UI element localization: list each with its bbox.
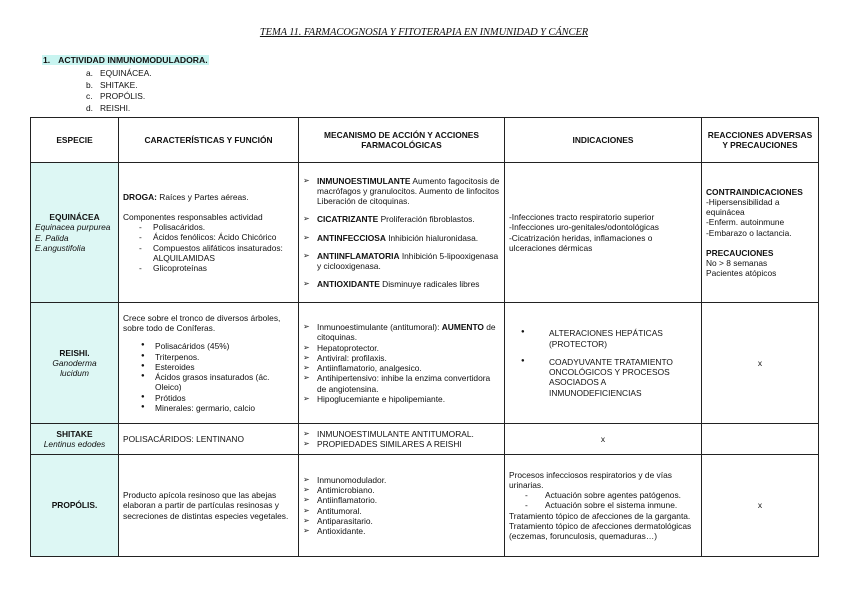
mechanism-cell: ➢ Inmunoestimulante (antitumoral): AUMENTO de citoquinas. ➢ Hepatoprotector. ➢ Antiviral: profilaxis. ➢ Antiinflamatorio, analgesico. ➢ Antihipertensivo: inhibe la enzima convertidora de angiotensina. ➢ Hipoglucemiante e hipolipemiante. <box>299 303 505 424</box>
species-list <box>86 68 152 114</box>
list-item: a. EQUINÁCEA. <box>86 68 152 78</box>
species-name: EQUINÁCEA <box>49 212 100 222</box>
indications-cell: ● ALTERACIONES HEPÁTICAS (PROTECTOR) ● COADYUVANTE TRATAMIENTO ONCOLÓGICOS Y PROCESOS ASOCIADOS A INMUNODEFICIENCIAS <box>505 303 702 424</box>
species-name: PROPÓLIS. <box>51 500 98 511</box>
list-item: d. REISHI. <box>86 102 131 113</box>
section-number: 1. <box>43 55 51 65</box>
header-indicaciones: INDICACIONES <box>505 118 702 163</box>
page-title: TEMA 11. FARMACOGNOSIA Y FITOTERAPIA EN INMUNIDAD Y CÁNCER <box>259 27 589 38</box>
species-cell: REISHI. Ganoderma lucidum <box>31 303 119 424</box>
table-header-row <box>31 118 819 163</box>
species-name: REISHI. <box>59 347 90 358</box>
reactions-cell: x <box>702 455 819 557</box>
characteristics-cell: DROGA: Raíces y Partes aéreas. Componentes responsables actividad - Polisacáridos. - Ácidos fenólicos: Ácido Chicórico - Compuestos alifáticos insaturados: ALQUILAMIDAS - Glicoproteínas <box>119 163 299 303</box>
species-cell: SHITAKE Lentinus edodes <box>31 424 119 455</box>
list-item: b. SHITAKE. <box>86 79 138 90</box>
header-reacciones: REACCIONES ADVERSAS Y PRECAUCIONES <box>702 118 819 163</box>
header-especie: ESPECIE <box>31 118 119 163</box>
section-label: ACTIVIDAD INMUNOMODULADORA. <box>58 55 208 65</box>
indications-cell: x <box>505 424 702 455</box>
characteristics-cell: Crece sobre el tronco de diversos árboles, sobre todo de Coníferas. ● Polisacáridos (45%) ● Triterpenos. ● Esteroides ● Ácidos grasos insaturados (ác. Oleico) ● Prótidos ● Minerales: germario, calcio <box>119 303 299 424</box>
species-name: SHITAKE <box>56 428 93 439</box>
indications-cell: Procesos infecciosos respiratorios y de vías urinarias. - Actuación sobre agentes patógenos. - Actuación sobre el sistema inmune. Tratamiento tópico de afecciones de la garganta. Tratamiento tópico de afecciones dermatológicas (eczemas, forunculosis, quemaduras…) <box>505 455 702 557</box>
indications-cell: -Infecciones tracto respiratorio superior -Infecciones uro-genitales/odontológicas -Cicatrización heridas, inflamaciones o ulceraciones dérmicas <box>505 163 702 303</box>
table-row <box>31 163 819 303</box>
header-caracteristicas: CARACTERÍSTICAS Y FUNCIÓN <box>119 118 299 163</box>
table-row <box>31 303 819 424</box>
table-row <box>31 424 819 455</box>
list-item: c. PROPÓLIS. <box>86 91 146 102</box>
mechanism-cell: ➢ Inmunomodulador. ➢ Antimicrobiano. ➢ Antiinflamatorio. ➢ Antitumoral. ➢ Antiparasitario. ➢ Antioxidante. <box>299 455 505 557</box>
species-cell: EQUINÁCEA Equinacea purpurea E. Palida E.angustifolia <box>31 163 119 303</box>
reactions-cell: x <box>702 303 819 424</box>
mechanism-cell: ➢ INMUNOESTIMULANTE ANTITUMORAL. ➢ PROPIEDADES SIMILARES A REISHI <box>299 424 505 455</box>
mechanism-cell: ➢ INMUNOESTIMULANTE Aumento fagocitosis de macrófagos y granulocitos. Aumento de linfocitos Liberación de citoquinas. ➢ CICATRIZANTE Proliferación fibroblastos. ➢ ANTINFECCIOSA Inhibición hialuronidasa. ➢ ANTIINFLAMATORIA Inhibición 5-lipooxigenasa y ciclooxigenasa. ➢ ANTIOXIDANTE Disminuye radicales libres <box>299 163 505 303</box>
characteristics-cell: Producto apícola resinoso que las abejas elaboran a partir de partículas resinosas y secreciones de distintas especies vegetales. <box>119 455 299 557</box>
header-mecanismo: MECANISMO DE ACCIÓN Y ACCIONES FARMACOLÓGICAS <box>299 118 505 163</box>
species-cell <box>31 455 119 557</box>
reactions-cell: CONTRAINDICACIONES -Hipersensibilidad a equinácea -Enferm. autoinmune -Embarazo o lactancia. PRECAUCIONES No > 8 semanas Pacientes atópicos <box>702 163 819 303</box>
characteristics-cell: POLISACÁRIDOS: LENTINANO <box>119 424 299 455</box>
table-row <box>31 455 819 557</box>
reactions-cell <box>702 424 819 455</box>
section-heading <box>42 55 209 65</box>
species-table <box>30 117 819 557</box>
